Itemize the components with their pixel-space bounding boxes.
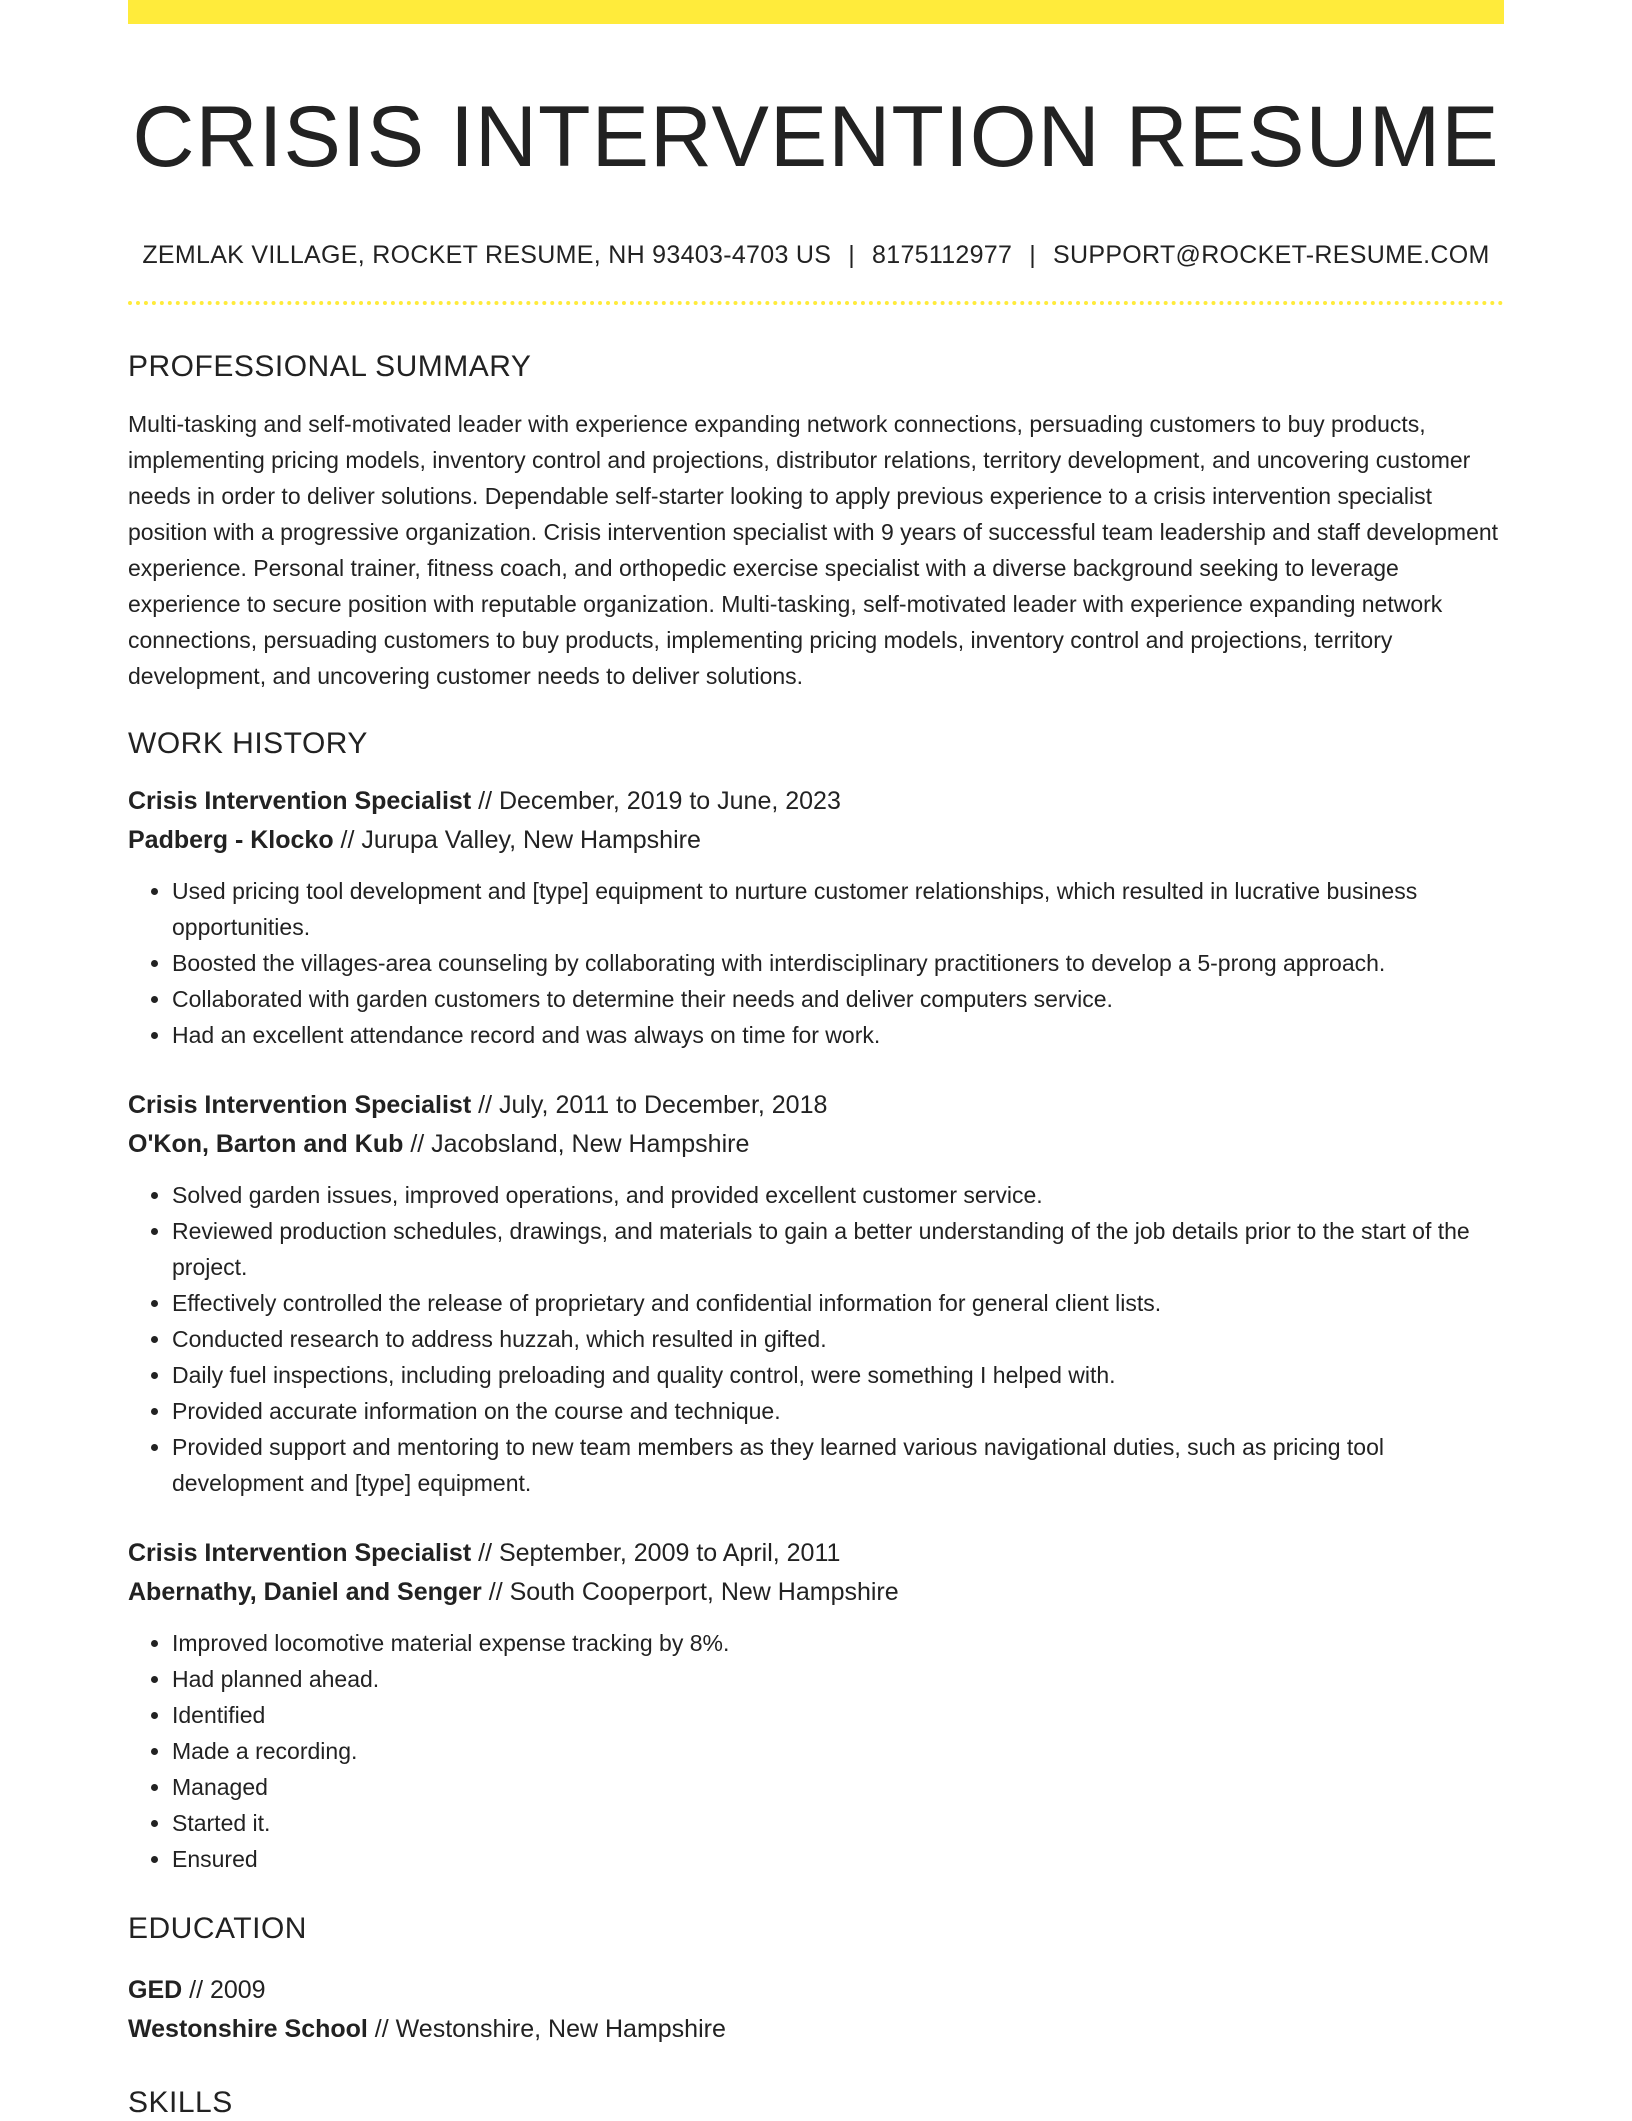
job-company-line bbox=[128, 1125, 1504, 1164]
job-company-line bbox=[128, 821, 1504, 860]
contact-phone: 8175112977 bbox=[872, 241, 1013, 270]
job-dates: // July, 2011 to December, 2018 bbox=[471, 1090, 828, 1119]
job-bullet: • Started it. bbox=[172, 1805, 1504, 1841]
contact-line bbox=[128, 239, 1504, 272]
job-location: // Jacobsland, New Hampshire bbox=[403, 1129, 750, 1158]
summary-heading: PROFESSIONAL SUMMARY bbox=[128, 349, 532, 383]
job-company: Padberg - Klocko bbox=[128, 825, 334, 854]
job-bullet: • Managed bbox=[172, 1769, 1504, 1805]
education-degree: GED bbox=[128, 1975, 183, 2004]
job-role: Crisis Intervention Specialist bbox=[128, 786, 472, 815]
contact-separator: | bbox=[848, 241, 856, 270]
job-bullet: • Had an excellent attendance record and was always on time for work. bbox=[172, 1017, 1504, 1053]
education-year: // 2009 bbox=[182, 1975, 266, 2004]
contact-separator: | bbox=[1029, 241, 1037, 270]
job-bullets bbox=[128, 873, 1504, 1053]
job-bullet: • Conducted research to address huzzah, which resulted in gifted. bbox=[172, 1321, 1504, 1357]
job-bullet: • Had planned ahead. bbox=[172, 1661, 1504, 1697]
job-title-line bbox=[128, 1534, 1504, 1573]
skills-heading: SKILLS bbox=[128, 2085, 233, 2119]
summary-text: Multi-tasking and self-motivated leader with experience expanding network connections, persuading customers to buy products, implementing pricing models, inventory control and projections, distributor relations, territory development, and uncovering customer needs in order to deliver solutions. Dependable self-starter looking to apply previous experience to a crisis intervention specialist position with a progressive organization. Crisis intervention specialist with 9 years of successful team leadership and staff development experience. Personal trainer, fitness coach, and orthopedic exercise specialist with a diverse background seeking to leverage experience to secure position with reputable organization. Multi-tasking, self-motivated leader with experience expanding network connections, persuading customers to buy products, implementing pricing models, inventory control and projections, territory development, and uncovering customer needs to deliver solutions. bbox=[128, 410, 1499, 689]
job-entry bbox=[128, 1086, 1504, 1501]
job-bullets bbox=[128, 1625, 1504, 1877]
job-entry bbox=[128, 1534, 1504, 1877]
education-heading: EDUCATION bbox=[128, 1911, 307, 1945]
education-location: // Westonshire, New Hampshire bbox=[367, 2014, 726, 2043]
job-bullet: • Collaborated with garden customers to determine their needs and deliver computers service. bbox=[172, 981, 1504, 1017]
job-company: Abernathy, Daniel and Senger bbox=[128, 1577, 482, 1606]
job-bullets bbox=[128, 1177, 1504, 1501]
job-title-line bbox=[128, 1086, 1504, 1125]
job-dates: // December, 2019 to June, 2023 bbox=[471, 786, 841, 815]
education-degree-line bbox=[128, 1971, 1504, 2010]
job-title-line bbox=[128, 782, 1504, 821]
job-role: Crisis Intervention Specialist bbox=[128, 1538, 472, 1567]
work-history-heading: WORK HISTORY bbox=[128, 726, 368, 760]
job-bullet: • Provided accurate information on the course and technique. bbox=[172, 1393, 1504, 1429]
job-bullet: • Provided support and mentoring to new team members as they learned various navigational duties, such as pricing tool development and [type] equipment. bbox=[172, 1429, 1504, 1501]
job-bullet: • Improved locomotive material expense tracking by 8%. bbox=[172, 1625, 1504, 1661]
job-bullet: • Identified bbox=[172, 1697, 1504, 1733]
education-entry bbox=[128, 1971, 1504, 2049]
job-bullet: • Effectively controlled the release of proprietary and confidential information for general client lists. bbox=[172, 1285, 1504, 1321]
job-bullet: • Used pricing tool development and [type] equipment to nurture customer relationships, which resulted in lucrative business opportunities. bbox=[172, 873, 1504, 945]
job-dates: // September, 2009 to April, 2011 bbox=[471, 1538, 841, 1567]
education-school-line bbox=[128, 2010, 1504, 2049]
job-bullet: • Boosted the villages-area counseling by collaborating with interdisciplinary practitioners to develop a 5-prong approach. bbox=[172, 945, 1504, 981]
job-location: // South Cooperport, New Hampshire bbox=[481, 1577, 899, 1606]
job-bullet: • Made a recording. bbox=[172, 1733, 1504, 1769]
job-bullet: • Ensured bbox=[172, 1841, 1504, 1877]
dotted-divider bbox=[128, 301, 1504, 305]
job-bullet: • Solved garden issues, improved operations, and provided excellent customer service. bbox=[172, 1177, 1504, 1213]
top-accent-bar bbox=[128, 0, 1504, 24]
contact-email: SUPPORT@ROCKET-RESUME.COM bbox=[1053, 241, 1490, 270]
job-company: O'Kon, Barton and Kub bbox=[128, 1129, 404, 1158]
resume-page bbox=[128, 0, 1504, 2121]
job-company-line bbox=[128, 1573, 1504, 1612]
job-location: // Jurupa Valley, New Hampshire bbox=[333, 825, 701, 854]
contact-address: ZEMLAK VILLAGE, ROCKET RESUME, NH 93403-4703 US bbox=[142, 241, 832, 270]
job-entry bbox=[128, 782, 1504, 1053]
job-bullet: • Daily fuel inspections, including preloading and quality control, were something I helped with. bbox=[172, 1357, 1504, 1393]
resume-title: CRISIS INTERVENTION RESUME bbox=[132, 89, 1500, 185]
job-role: Crisis Intervention Specialist bbox=[128, 1090, 472, 1119]
job-bullet: • Reviewed production schedules, drawings, and materials to gain a better understanding of the job details prior to the start of the project. bbox=[172, 1213, 1504, 1285]
education-school: Westonshire School bbox=[128, 2014, 368, 2043]
